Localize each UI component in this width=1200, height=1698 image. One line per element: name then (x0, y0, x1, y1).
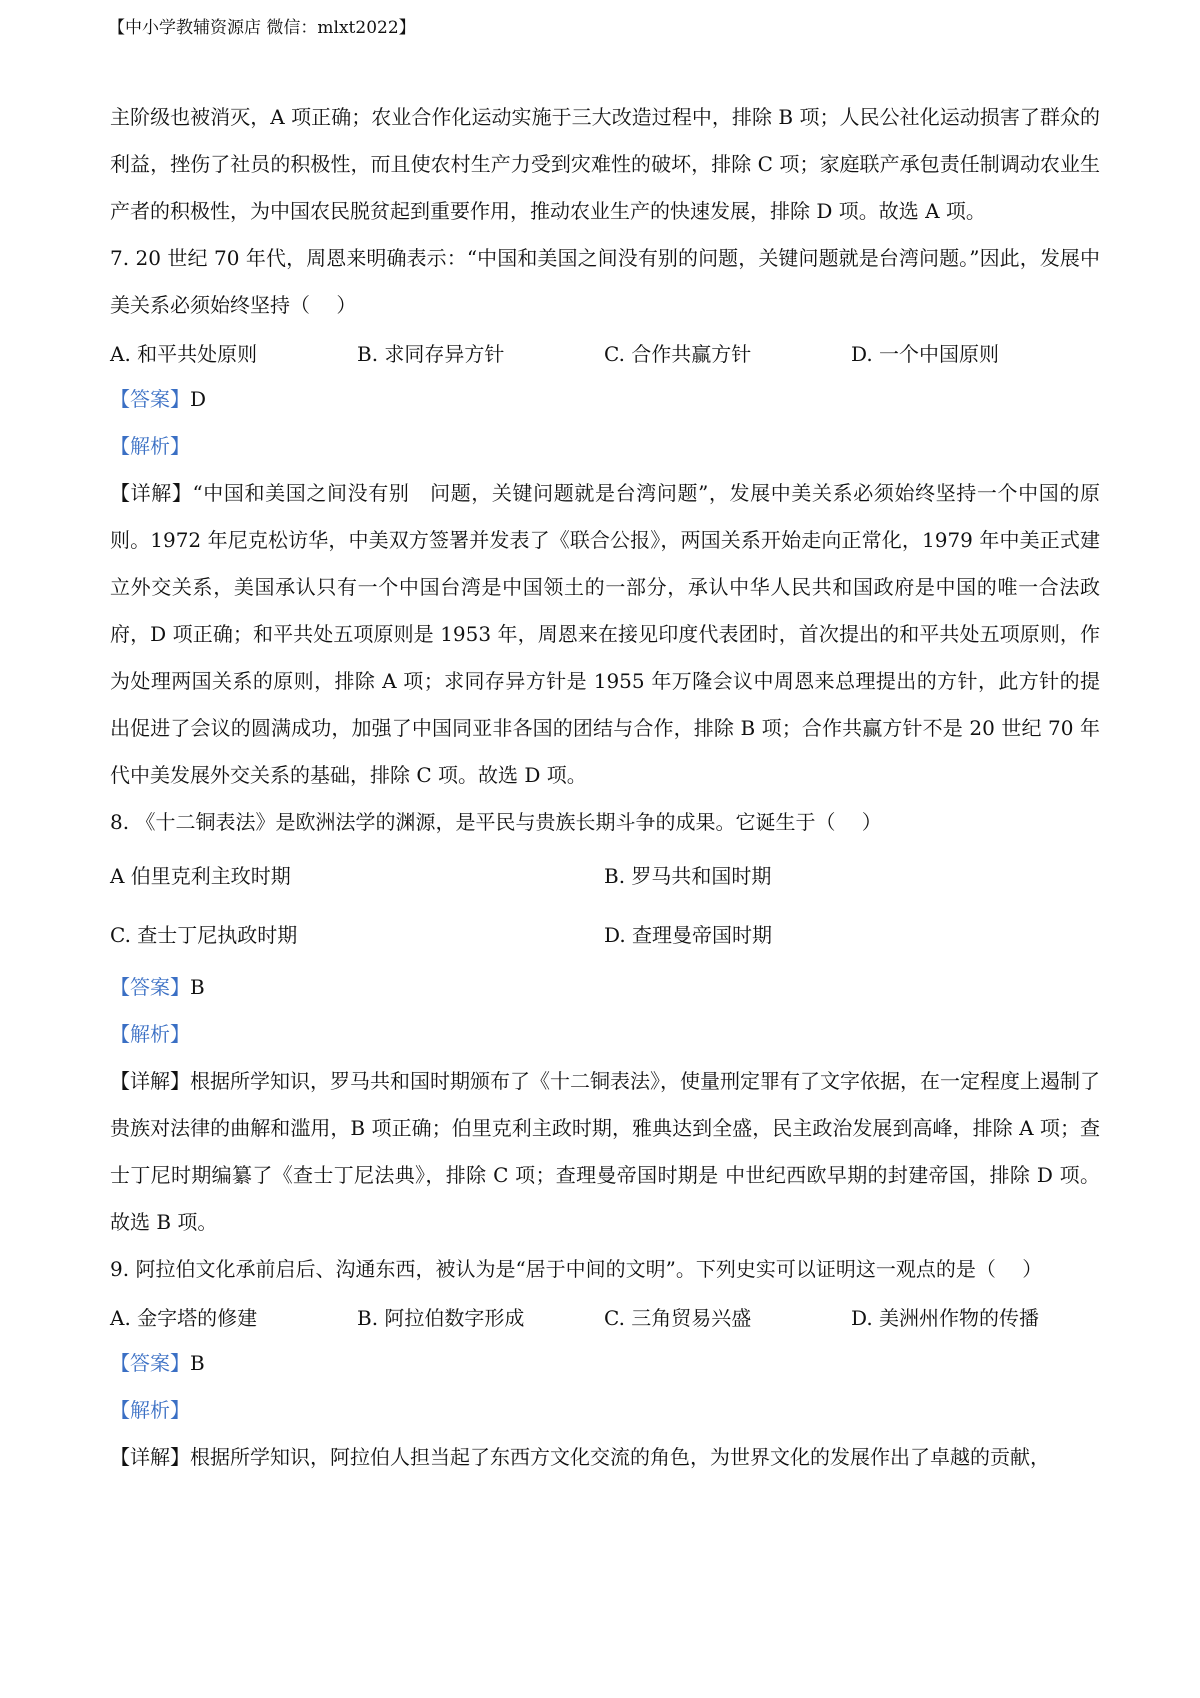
analysis-row (110, 1011, 1100, 1058)
answer-row (110, 1340, 1100, 1387)
answer-value: D (190, 387, 207, 411)
question-9 (110, 1246, 1100, 1481)
option-list (110, 1293, 1100, 1340)
option-c: C. 三角贸易兴盛 (604, 1306, 752, 1330)
option-d: D. 美洲州作物的传播 (851, 1306, 1040, 1330)
detail-paragraph (110, 470, 1100, 799)
detail-label: 【详解】 (110, 1069, 190, 1093)
detail-text: 根据所学知识，阿拉伯人担当起了东西方文化交流的角色，为世界文化的发展作出了卓越的贡献， (190, 1445, 1050, 1469)
detail-paragraph (110, 1434, 1100, 1481)
option-c: C. 查士丁尼执政时期 (110, 922, 298, 947)
answer-label: 【答案】 (110, 1351, 190, 1375)
option-b: B. 罗马共和国时期 (604, 863, 772, 888)
question-stem: 7. 20 世纪 70 年代，周恩来明确表示：“中国和美国之间没有别的问题，关键问题就是台湾问题。”因此，发展中美关系必须始终坚持（ ） (110, 246, 1100, 317)
detail-text: “中国和美国之间没有别 问题，关键问题就是台湾问题”，发展中美关系必须始终坚持一个中国的原则。1972 年尼克松访华，中美双方签署并发表了《联合公报》，两国关系开始走向正常化，1979 年中美正式建立外交关系，美国承认只有一个中国台湾是中国领土的一部分，承认中华人民共和国政府是中国的唯一合法政府，D 项正确；和平共处五项原则是 1953 年，周恩来在接见印度代表团时，首次提出的和平共处五项原则，作为处理两国关系的原则，排除 A 项；求同存异方针是 1955 年万隆会议中周恩来总理提出的方针，此方针的提出促进了会议的圆满成功，加强了中国同亚非各国的团结与合作，排除 B 项；合作共赢方针不是 20 世纪 70 年代中美发展外交关系的基础，排除 C 项。故选 D 项。 (110, 481, 1101, 787)
document-body (110, 94, 1100, 1481)
answer-value: B (190, 975, 205, 999)
option-b: B. 求同存异方针 (357, 342, 505, 366)
option-row-2 (110, 902, 1100, 964)
option-d: D. 查理曼帝国时期 (604, 922, 773, 947)
option-c: C. 合作共赢方针 (604, 342, 752, 366)
answer-value: B (190, 1351, 205, 1375)
option-a: A. 金字塔的修建 (110, 1306, 258, 1330)
option-b: B. 阿拉伯数字形成 (357, 1306, 525, 1330)
answer-label: 【答案】 (110, 975, 190, 999)
answer-row (110, 964, 1100, 1011)
analysis-label: 【解析】 (110, 1398, 190, 1422)
question-7 (110, 235, 1100, 799)
question-8 (110, 799, 1100, 1246)
option-a: A 伯里克利主玫时期 (110, 863, 291, 888)
option-list (110, 329, 1100, 376)
continuation-paragraph: 主阶级也被消灭，A 项正确；农业合作化运动实施于三大改造过程中，排除 B 项；人民公社化运动损害了群众的利益，挫伤了社员的积极性，而且使农村生产力受到灾难性的破坏，排除 C 项；家庭联产承包责任制调动农业生产者的积极性，为中国农民脱贫起到重要作用，推动农业生产的快速发展，排除 D 项。故选 A 项。 (110, 105, 1100, 223)
analysis-row (110, 423, 1100, 470)
option-a: A. 和平共处原则 (110, 342, 258, 366)
page-header: 【中小学教辅资源店 微信：mlxt2022】 (108, 18, 416, 38)
question-stem: 8. 《十二铜表法》是欧洲法学的渊源，是平民与贵族长期斗争的成果。它诞生于（ ） (110, 810, 882, 834)
detail-label: 【详解】 (110, 481, 193, 505)
answer-row (110, 376, 1100, 423)
question-stem: 9. 阿拉伯文化承前启后、沟通东西，被认为是“居于中间的文明”。下列史实可以证明这一观点的是（ ） (110, 1257, 1043, 1281)
option-d: D. 一个中国原则 (851, 342, 1000, 366)
analysis-label: 【解析】 (110, 1022, 190, 1046)
detail-text: 根据所学知识，罗马共和国时期颁布了《十二铜表法》，使量刑定罪有了文字依据，在一定程度上遏制了贵族对法律的曲解和滥用，B 项正确；伯里克利主政时期，雅典达到全盛，民主政治发展到高峰，排除 A 项；查士丁尼时期编纂了《查士丁尼法典》，排除 C 项；查理曼帝国时期是 中世纪西欧早期的封建帝国，排除 D 项。故选 B 项。 (110, 1069, 1100, 1234)
analysis-label: 【解析】 (110, 434, 190, 458)
option-row-1 (110, 846, 1100, 902)
detail-label: 【详解】 (110, 1445, 190, 1469)
analysis-row (110, 1387, 1100, 1434)
answer-label: 【答案】 (110, 387, 190, 411)
detail-paragraph (110, 1058, 1100, 1246)
